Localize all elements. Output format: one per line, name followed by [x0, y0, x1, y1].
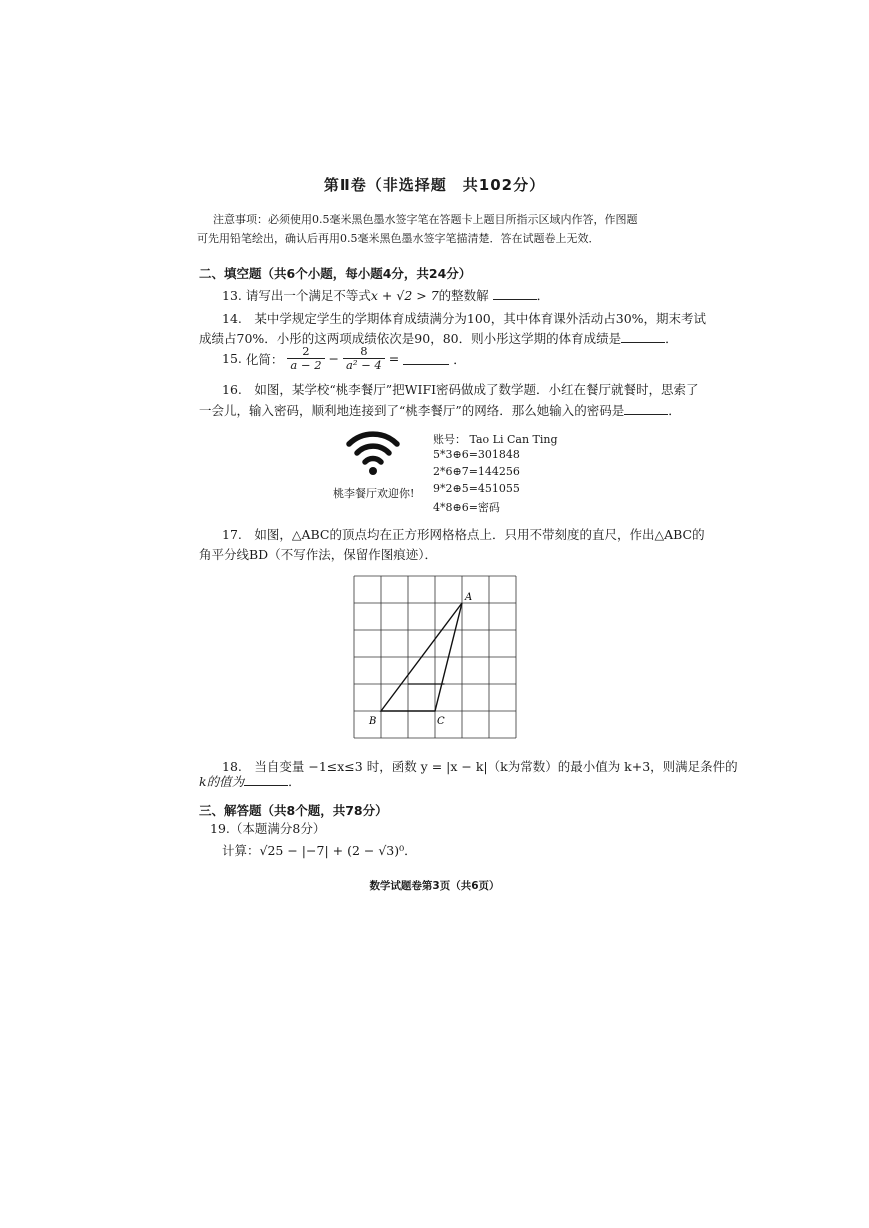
q16-line-2-text: 一会儿，输入密码，顺利地连接到了“桃李餐厅”的网络．那么她输入的密码是 [199, 403, 625, 418]
wifi-account: 账号： Tao Li Can Ting [433, 433, 558, 446]
q15-fraction-2-denominator: a² − 4 [346, 358, 382, 372]
vertex-label-a: A [465, 592, 473, 603]
q13-end: ． [536, 288, 550, 303]
question-19-body [222, 841, 417, 859]
vertex-label-c: C [437, 716, 445, 727]
wifi-code-row: 9*2⊕5=451055 [433, 482, 520, 495]
q18-line-2-text: k的值为 [199, 774, 245, 789]
q15-minus: − [328, 351, 340, 366]
q18-answer-blank [244, 774, 288, 786]
section-2-header: 二、填空题（共6个小题，每小题4分，共24分） [199, 266, 472, 281]
notice-line-1: 注意事项：必须使用0.5毫米黑色墨水签字笔在答题卡上题目所指示区域内作答，作图题 [213, 213, 638, 226]
q13-text: 请写出一个满足不等式 [245, 288, 371, 303]
wifi-icon [345, 428, 401, 478]
wifi-code-row: 4*8⊕6=密码 [433, 501, 500, 514]
question-19-header: 19.（本题满分8分） [210, 821, 326, 836]
q13-tail: 的整数解 [438, 288, 489, 303]
vertex-label-b: B [369, 716, 377, 727]
wifi-code-row: 2*6⊕7=144256 [433, 465, 520, 478]
q15-answer-blank [403, 353, 449, 365]
q15-number: 15. [222, 351, 242, 366]
q14-line-2-text: 成绩占70%．小彤的这两项成绩依次是90，80．则小彤这学期的体育成绩是 [199, 331, 622, 346]
question-16-line-2 [199, 401, 681, 419]
q13-number: 13. [222, 288, 242, 303]
grid-lines [354, 576, 516, 738]
wifi-code-rows [433, 448, 520, 516]
q15-fraction-2 [343, 345, 385, 372]
wifi-code-row: 5*3⊕6=301848 [433, 448, 520, 461]
q19-expression: √25 − |−7| + (2 − √3)⁰． [259, 843, 417, 858]
q14-end: ． [665, 331, 678, 346]
q15-end: ． [453, 351, 466, 367]
q19-label: 计算： [222, 843, 260, 858]
question-17-line-1: 17. 如图，△ABC的顶点均在正方形网格格点上．只用不带刻度的直尺，作出△ABC的 [222, 527, 705, 542]
page-title: 第Ⅱ卷（非选择题 共102分） [323, 176, 546, 194]
question-18-line-1: 18. 当自变量 −1≤x≤3 时，函数 y = |x − k|（k为常数）的最小值为 k+3，则满足条件的 [222, 759, 738, 774]
q15-fraction-1-numerator: 2 [287, 345, 324, 359]
q15-fraction-1 [287, 345, 324, 372]
question-15 [222, 345, 466, 372]
q16-answer-blank [624, 403, 668, 415]
q18-end: ． [288, 774, 301, 789]
q14-answer-blank [621, 331, 665, 343]
question-14-line-1: 14. 某中学规定学生的学期体育成绩满分为100，其中体育课外活动占30%，期末考试 [222, 311, 707, 326]
q13-answer-blank [493, 288, 537, 300]
wifi-welcome-text: 桃李餐厅欢迎你! [333, 487, 415, 500]
question-16-line-1: 16. 如图，某学校“桃李餐厅”把WIFI密码做成了数学题．小红在餐厅就餐时，思索了 [222, 382, 699, 397]
notice-line-2: 可先用铅笔绘出，确认后再用0.5毫米黑色墨水签字笔描清楚．答在试题卷上无效． [197, 232, 600, 245]
q16-end: ． [668, 403, 681, 418]
section-3-header: 三、解答题（共8个题，共78分） [199, 803, 388, 818]
question-13 [222, 286, 549, 304]
q15-fraction-2-numerator: 8 [343, 345, 385, 359]
q15-label: 化简： [245, 351, 284, 367]
q15-equals: = [388, 351, 400, 366]
triangle-grid-figure [346, 568, 526, 744]
question-17-line-2: 角平分线BD（不写作法，保留作图痕迹）． [199, 547, 437, 562]
q13-expression: x + √2 > 7 [370, 288, 439, 303]
page-footer: 数学试题卷第3页（共6页） [369, 880, 500, 892]
q15-fraction-1-denominator: a − 2 [290, 358, 322, 372]
question-18-line-2 [199, 772, 301, 790]
